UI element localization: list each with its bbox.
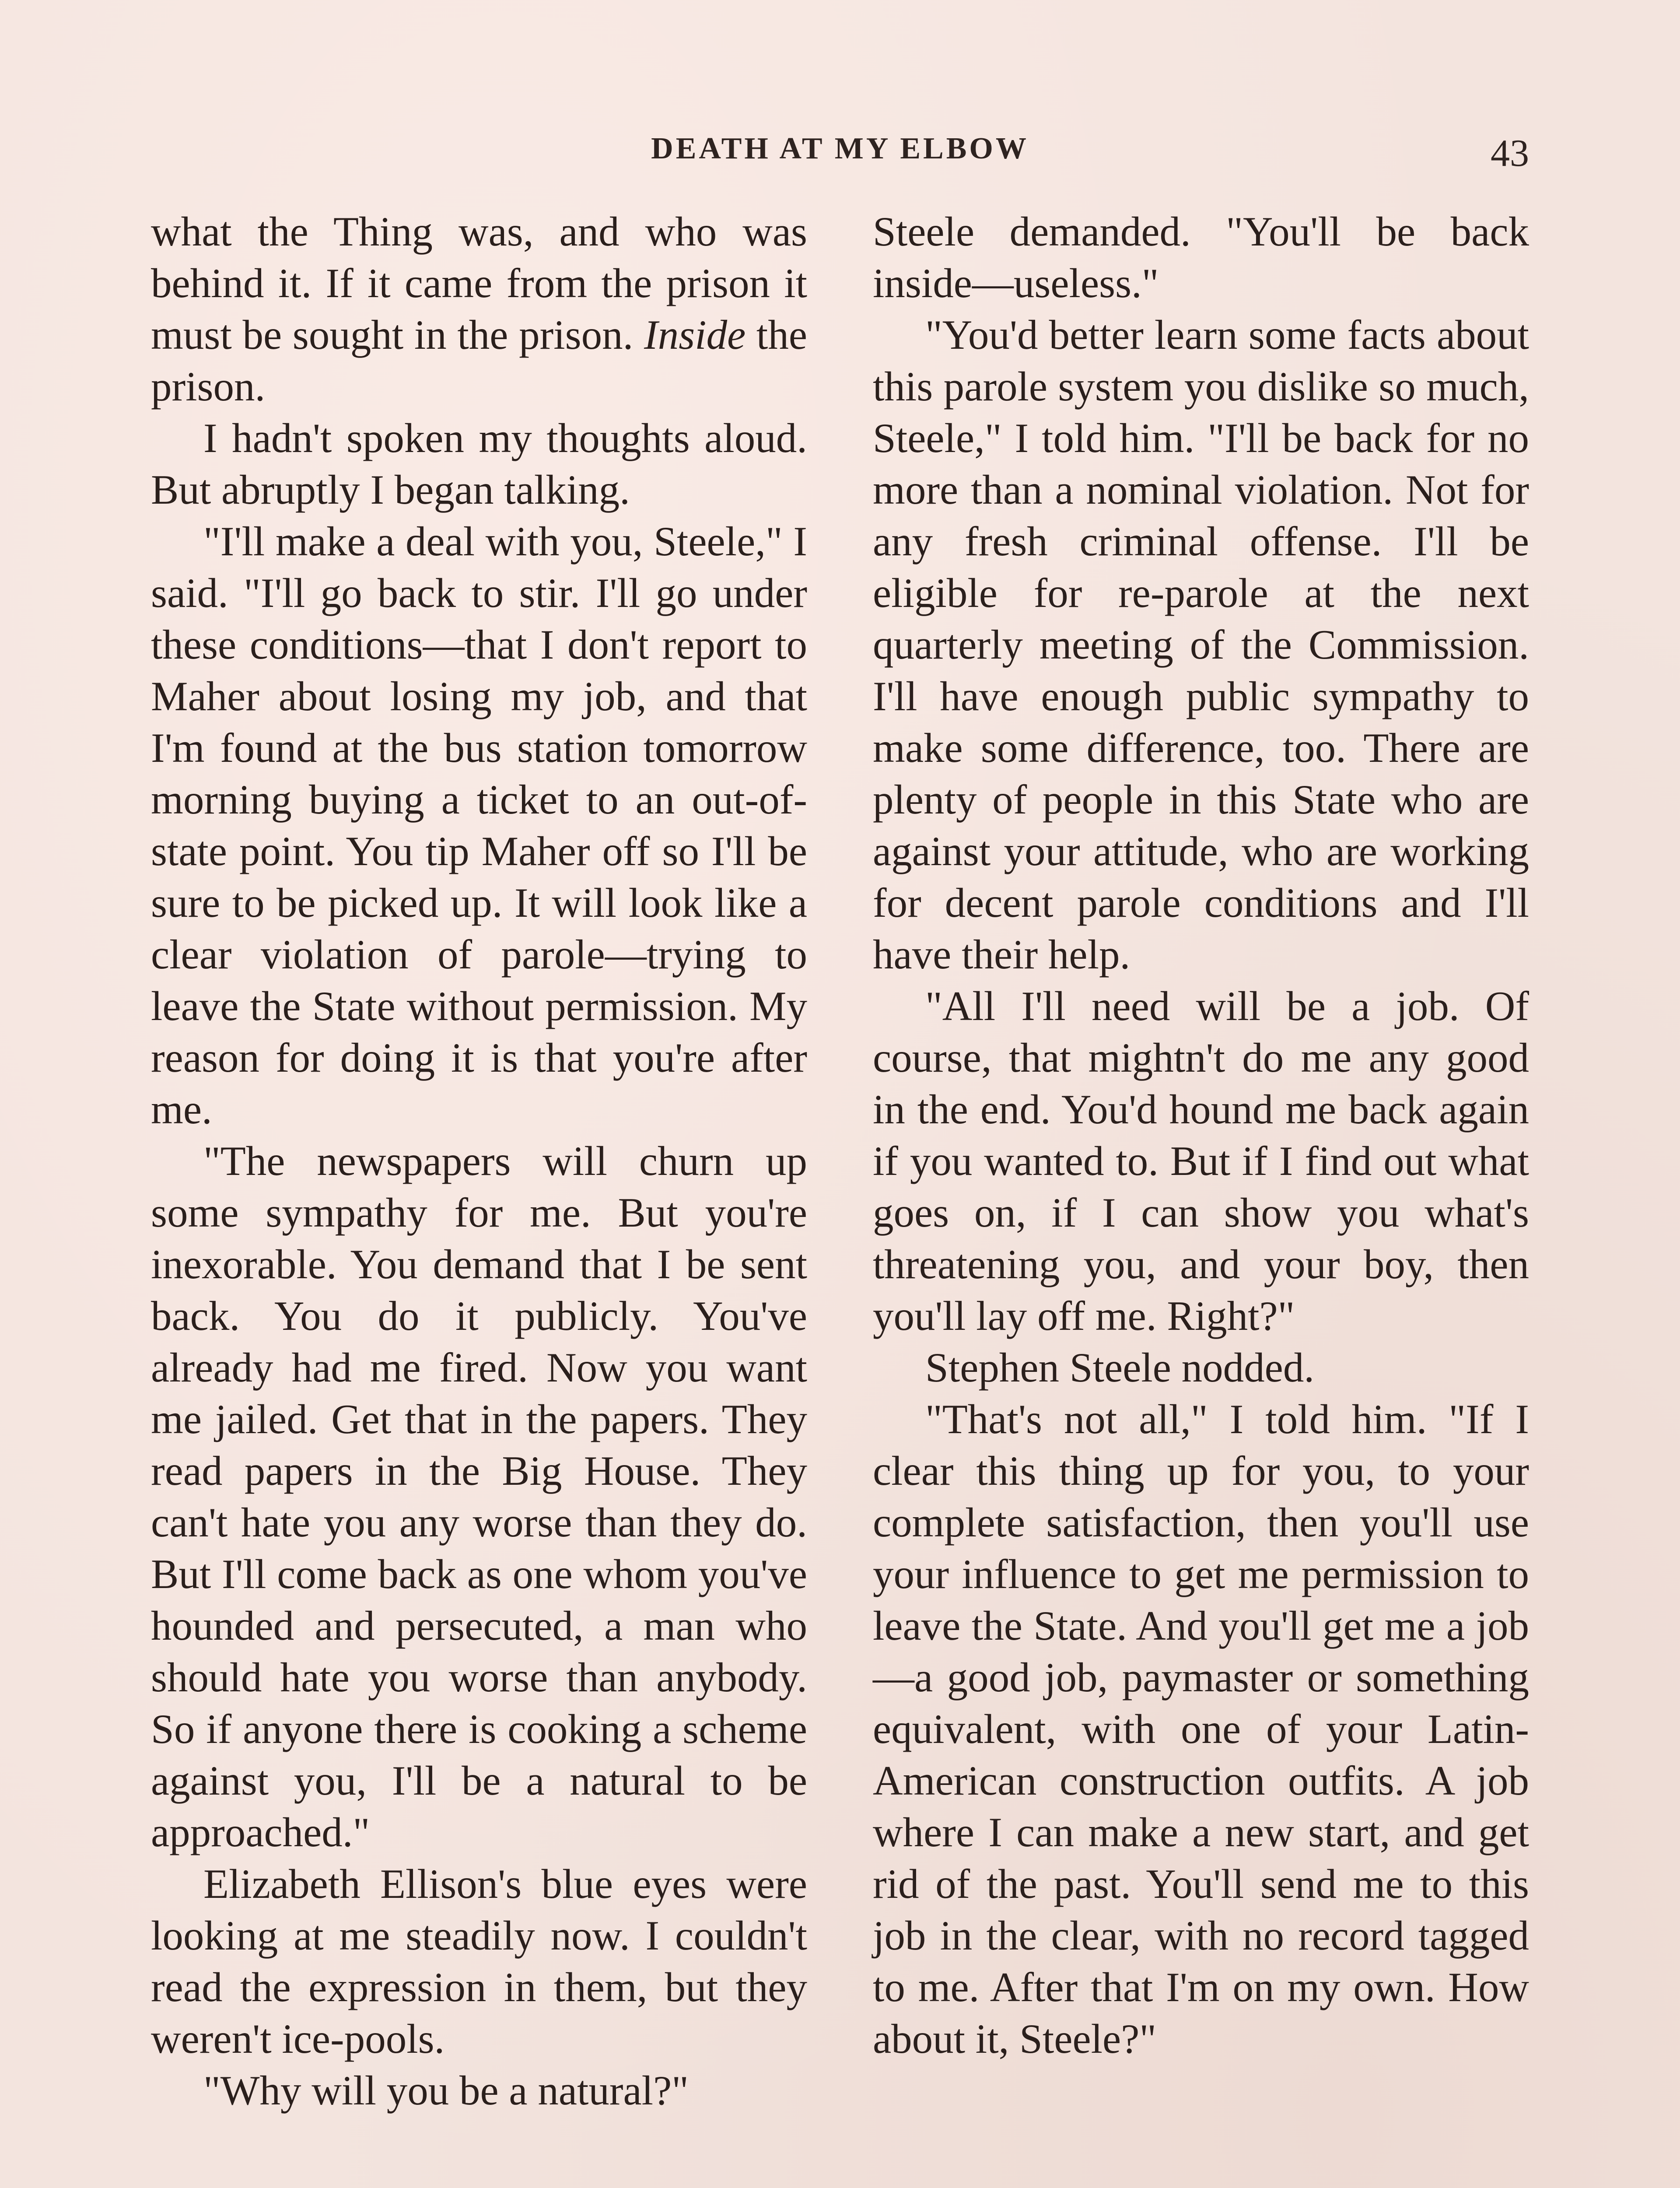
paragraph: "You'd better learn some facts about this parole system you dislike so much, Steele," I told him. "I'll be back for no more than a nominal violation. Not for any fresh criminal offense. I'll be eligible for re-parole at the next quarterly meeting of the Commission. I'll have enough public sympathy to make some difference, too. There are plenty of people in this State who are against your attitude, who are working for decent parole conditions and I'll have their help.: [873, 312, 1529, 978]
right-column: [873, 206, 1529, 2065]
italic-text: Inside: [644, 312, 746, 358]
paragraph: [151, 206, 807, 412]
left-column: [151, 206, 807, 2116]
paragraph-text: the prison.: [151, 312, 807, 410]
running-title: DEATH AT MY ELBOW: [651, 132, 1029, 165]
page-number: 43: [1491, 132, 1529, 175]
paragraph: "That's not all," I told him. "If I clear this thing up for you, to your complete satisfaction, then you'll use your influence to get me permission to leave the State. And you'll get me a job—a good job, paymaster or something equivalent, with one of your Latin-American construction outfits. A job where I can make a new start, and get rid of the past. You'll send me to this job in the clear, with no record tagged to me. After that I'm on my own. How about it, Steele?": [873, 1396, 1529, 2062]
paragraph: "The newspapers will churn up some sympathy for me. But you're inexorable. You demand that I be sent back. You do it publicly. You've already had me fired. Now you want me jailed. Get that in the papers. They read papers in the Big House. They can't hate you any worse than they do. But I'll come back as one whom you've hounded and persecuted, a man who should hate you worse than anybody. So if anyone there is cooking a scheme against you, I'll be a natural to be approached.": [151, 1138, 807, 1855]
paragraph: I hadn't spoken my thoughts aloud. But abruptly I began talking.: [151, 415, 807, 513]
paragraph-text: what the Thing was, and who was behind it. If it came from the prison it must be sought in the prison.: [151, 208, 807, 358]
paragraph: "I'll make a deal with you, Steele," I said. "I'll go back to stir. I'll go under these conditions—that I don't report to Maher about losing my job, and that I'm found at the bus station tomorrow morning buying a ticket to an out-of-state point. You tip Maher off so I'll be sure to be picked up. It will look like a clear violation of parole—trying to leave the State without permission. My reason for doing it is that you're after me.: [151, 518, 807, 1133]
paragraph: Stephen Steele nodded.: [925, 1344, 1315, 1391]
paragraph: "Why will you be a natural?": [203, 2067, 689, 2114]
paragraph: Elizabeth Ellison's blue eyes were looking at me steadily now. I couldn't read the expression in them, but they weren't ice-pools.: [151, 1861, 807, 2062]
paragraph: "All I'll need will be a job. Of course, that mightn't do me any good in the end. You'd hound me back again if you wanted to. But if I find out what goes on, if I can show you what's threatening you, and your boy, then you'll lay off me. Right?": [873, 983, 1529, 1339]
paragraph: Steele demanded. "You'll be back inside—useless.": [873, 208, 1529, 306]
